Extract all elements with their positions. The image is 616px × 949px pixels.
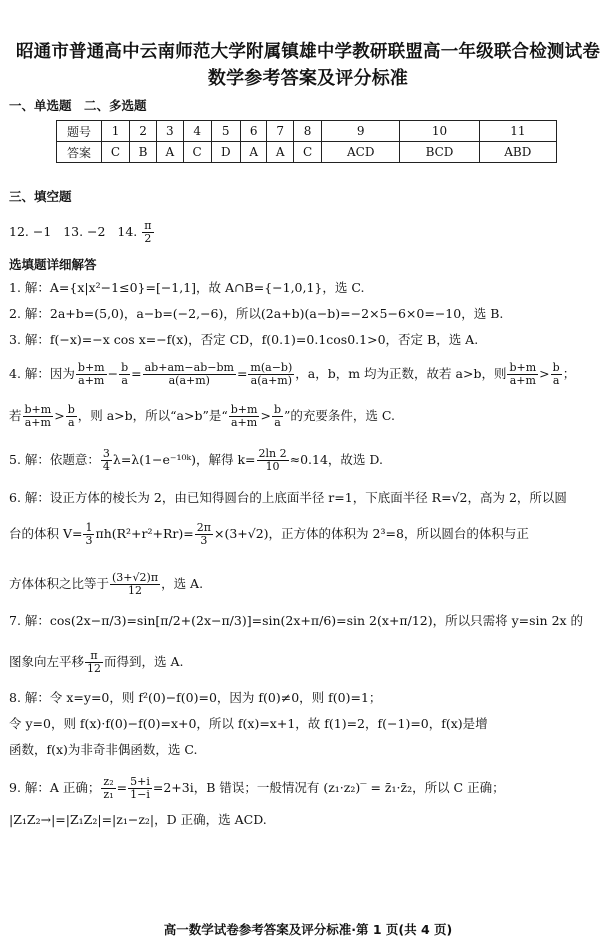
answer-table [56, 120, 557, 163]
fill-answer-14-label: 14. [117, 224, 138, 239]
page-footer: 高一数学试卷参考答案及评分标准·第 1 页(共 4 页) [163, 922, 453, 937]
table-cell-answer: ACD [322, 142, 400, 163]
table-cell-number: 11 [479, 121, 556, 142]
table-cell-answer: C [183, 142, 211, 163]
page-title-line1: 昭通市普通高中云南师范大学附属镇雄中学教研联盟高一年级联合检测试卷 [15, 42, 601, 62]
solution-3: 3. 解：f(−x)=−x cos x=−f(x)，否定 CD，f(0.1)=0.1cos0.1>0，否定 B，选 A. [9, 332, 479, 347]
section-heading-choice: 一、单选题 二、多选题 [9, 98, 147, 113]
solution-4-line1: 4. 解：因为 $\frac{b+m}{a+m}$ − $\frac{b}{a}$ = $\frac{ab+am-ab-bm}{a(a+m)}$ = $\frac{m(a-b)}{a(a+m)}$ ，a，b，m 均为正数，故若 a>b，则 $\frac{b+m}{a+m}$ > $\frac{b}{a}$ ； [9, 361, 576, 387]
table-cell-number: 7 [267, 121, 294, 142]
fill-answer-13: 13. −2 [63, 224, 106, 239]
table-cell-number: 5 [211, 121, 240, 142]
table-cell-number: 2 [130, 121, 157, 142]
table-row-label: 答案 [57, 142, 102, 163]
solution-1: 1. 解：A={x|x²−1≤0}=[−1,1]，故 A∩B={−1,0,1}，选 C. [9, 280, 365, 295]
solution-8-line3: 函数，f(x)为非奇非偶函数，选 C. [9, 742, 198, 757]
section-heading-detail: 选填题详细解答 [9, 257, 97, 272]
fill-answer-12: 12. −1 [9, 224, 52, 239]
table-cell-number: 3 [157, 121, 184, 142]
table-cell-number: 4 [183, 121, 211, 142]
solution-6-line3: 方体体积之比等于 $\frac{(3+√2)\pi}{12}$ ，选 A. [9, 571, 204, 597]
solution-2: 2. 解：2a+b=(5,0)，a−b=(−2,−6)，所以(2a+b)(a−b)=−2×5−6×0=−10，选 B. [9, 306, 504, 321]
table-cell-answer: B [130, 142, 157, 163]
table-cell-number: 10 [400, 121, 479, 142]
table-cell-number: 1 [102, 121, 130, 142]
table-cell-answer: BCD [400, 142, 479, 163]
table-cell-number: 6 [240, 121, 267, 142]
solution-6-line2: 台的体积 V= $\frac{1}{3}$ πh(R²+r²+Rr)= $\frac{2\pi}{3}$ ×(3+√2)，正方体的体积为 2³=8，所以圆台的体积与正 [9, 521, 529, 547]
page-title-line2: 数学参考答案及评分标准 [207, 68, 409, 89]
table-cell-number: 9 [322, 121, 400, 142]
table-cell-answer: D [211, 142, 240, 163]
table-row-label: 题号 [57, 121, 102, 142]
solution-8-line2: 令 y=0，则 f(x)·f(0)−f(0)=x+0，所以 f(x)=x+1，故 f(1)=2，f(−1)=0，f(x)是增 [9, 716, 488, 731]
solution-6-line1: 6. 解：设正方体的棱长为 2，由已知得圆台的上底面半径 r=1，下底面半径 R=√2，高为 2，所以圆 [9, 490, 567, 505]
solution-9-line2: |Z₁Z₂→|=|Z₁Z₂|=|z₁−z₂|，D 正确，选 ACD. [9, 812, 267, 827]
solution-4-line2: 若 $\frac{b+m}{a+m}$ > $\frac{b}{a}$ ，则 a>b，所以“a>b”是“ $\frac{b+m}{a+m}$ > $\frac{b}{a}$ ”的充要条件，选 C. [9, 403, 395, 429]
table-cell-answer: A [267, 142, 294, 163]
table-cell-answer: C [294, 142, 322, 163]
fill-answers [9, 220, 155, 245]
section-heading-fill: 三、填空题 [9, 189, 72, 204]
table-cell-answer: A [240, 142, 267, 163]
solution-7-line2: 图象向左平移 $\frac{\pi}{12}$ 而得到，选 A. [9, 649, 184, 675]
fill-answer-14-fraction: $\frac{\pi}{2}$ [144, 219, 152, 245]
table-cell-answer: ABD [479, 142, 556, 163]
solution-9-line1: 9. 解：A 正确； $\frac{\text{z₂}}{\text{z₁}}$ = $\frac{5+i}{1-i}$ =2+3i，B 错误；一般情况有 (z₁·z₂)‾ = z̄₁·z̄₂，所以 C 正确； [9, 775, 505, 801]
solution-7-line1: 7. 解：cos(2x−π/3)=sin[π/2+(2x−π/3)]=sin(2x+π/6)=sin 2(x+π/12)，所以只需将 y=sin 2x 的 [9, 613, 584, 628]
solution-8-line1: 8. 解：令 x=y=0，则 f²(0)−f(0)=0，因为 f(0)≠0，则 f(0)=1； [9, 690, 382, 705]
table-cell-number: 8 [294, 121, 322, 142]
answer-table-number-row [57, 121, 557, 142]
answer-table-answer-row [57, 142, 557, 163]
table-cell-answer: A [157, 142, 184, 163]
table-cell-answer: C [102, 142, 130, 163]
solution-5: 5. 解：依题意： $\frac{3}{4}$ λ=λ(1−e⁻¹⁰ᵏ)，解得 k= $\frac{2\ln 2}{10}$ ≈0.14，故选 D. [9, 447, 383, 473]
